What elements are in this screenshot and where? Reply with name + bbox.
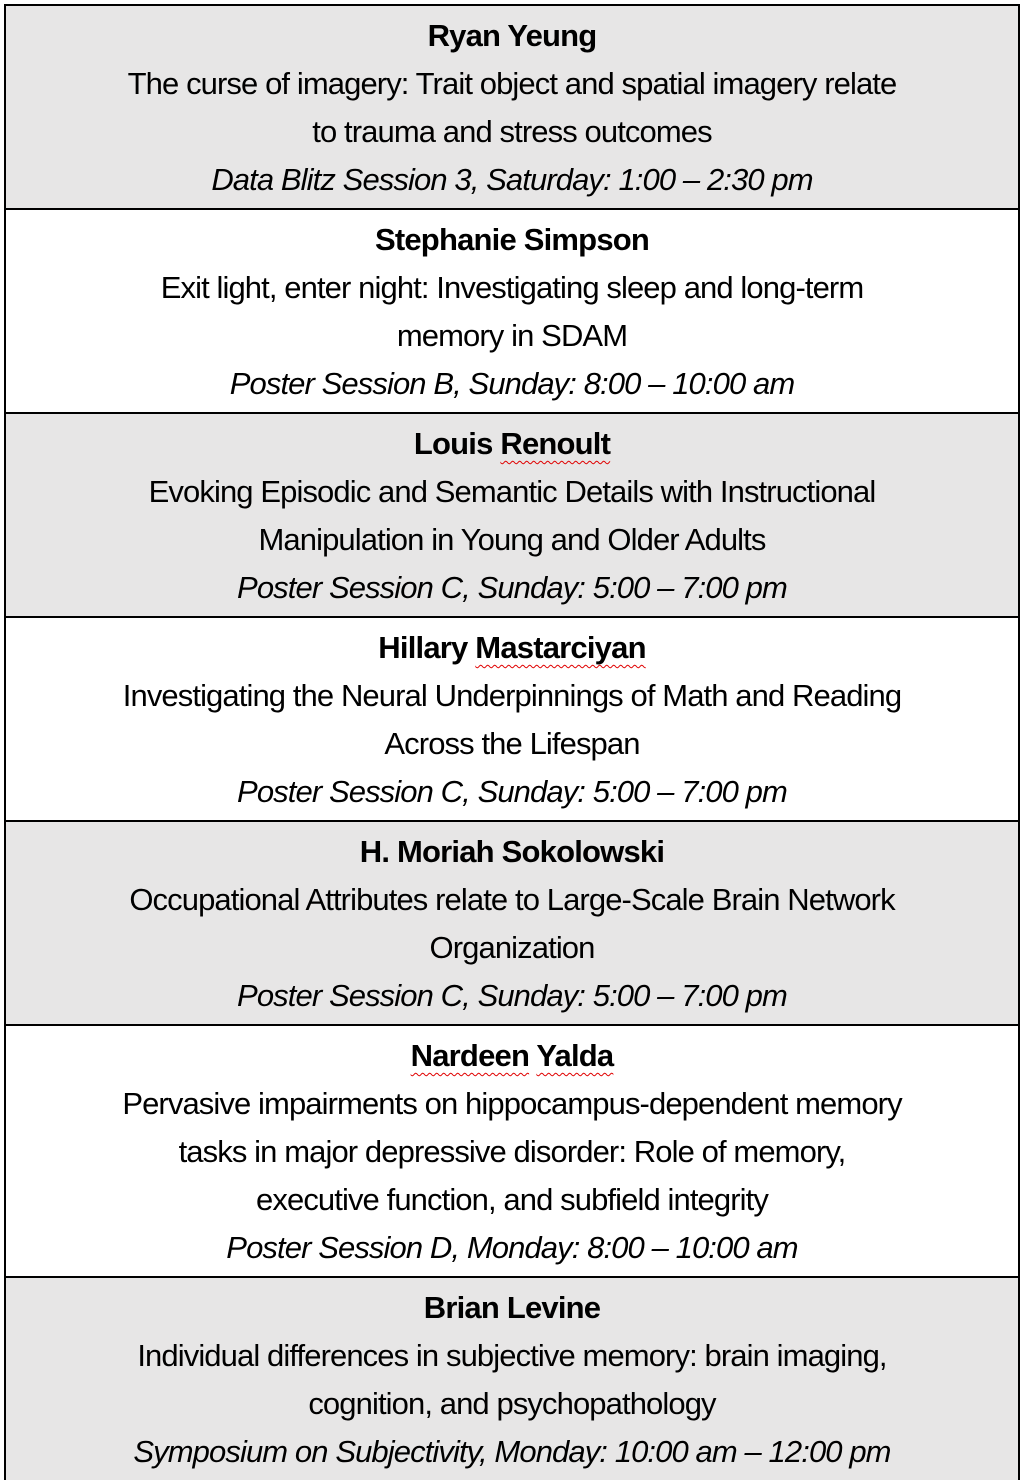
presenter-name [6,1032,1018,1080]
presentation-title: executive function, and subfield integrity [256,1182,768,1217]
presentation-title: Organization [429,930,595,965]
presentation-title: Pervasive impairments on hippocampus-dependent memory [122,1086,902,1121]
presenter-first-name: Hillary [378,630,468,665]
session-info: Poster Session C, Sunday: 5:00 – 7:00 pm [237,978,787,1013]
presentation-title: Across the Lifespan [384,726,640,761]
presenter-first-name: Nardeen [410,1038,530,1073]
table-row [6,618,1018,822]
presentation-title: to trauma and stress outcomes [312,114,712,149]
presenter-name [6,624,1018,672]
presentation-title: tasks in major depressive disorder: Role of memory, [178,1134,846,1169]
session-info: Data Blitz Session 3, Saturday: 1:00 – 2:30 pm [211,162,813,197]
session-info: Poster Session C, Sunday: 5:00 – 7:00 pm [237,570,787,605]
presenter-name: Stephanie Simpson [374,222,650,257]
table-row [6,414,1018,618]
presenter-last-name: Mastarciyan [475,630,646,665]
presentation-title: Evoking Episodic and Semantic Details with Instructional [148,474,876,509]
table-row [6,1278,1018,1480]
presentation-title: Investigating the Neural Underpinnings of Math and Reading [122,678,902,713]
presentation-title: The curse of imagery: Trait object and spatial imagery relate [127,66,897,101]
presenter-first-name: Louis [413,426,493,461]
presentation-title: Exit light, enter night: Investigating sleep and long-term [160,270,864,305]
session-info: Poster Session B, Sunday: 8:00 – 10:00 am [229,366,795,401]
presentation-title: Occupational Attributes relate to Large-Scale Brain Network [129,882,895,917]
presentations-table [4,4,1020,1480]
session-info: Poster Session C, Sunday: 5:00 – 7:00 pm [237,774,787,809]
presenter-last-name: Yalda [536,1038,614,1073]
presentation-title: cognition, and psychopathology [308,1386,716,1421]
presentation-title: Manipulation in Young and Older Adults [258,522,766,557]
presentation-title: Individual differences in subjective memory: brain imaging, [137,1338,887,1373]
session-info: Symposium on Subjectivity, Monday: 10:00 am – 12:00 pm [133,1434,891,1469]
presenter-name: H. Moriah Sokolowski [359,834,665,869]
session-info: Poster Session D, Monday: 8:00 – 10:00 am [226,1230,798,1265]
table-row [6,822,1018,1026]
presentation-title: memory in SDAM [396,318,628,353]
table-row [6,1026,1018,1278]
presenter-name: Ryan Yeung [427,18,597,53]
table-row [6,6,1018,210]
presenter-name: Brian Levine [423,1290,601,1325]
presenter-last-name: Renoult [500,426,611,461]
table-row [6,210,1018,414]
presenter-name [6,420,1018,468]
